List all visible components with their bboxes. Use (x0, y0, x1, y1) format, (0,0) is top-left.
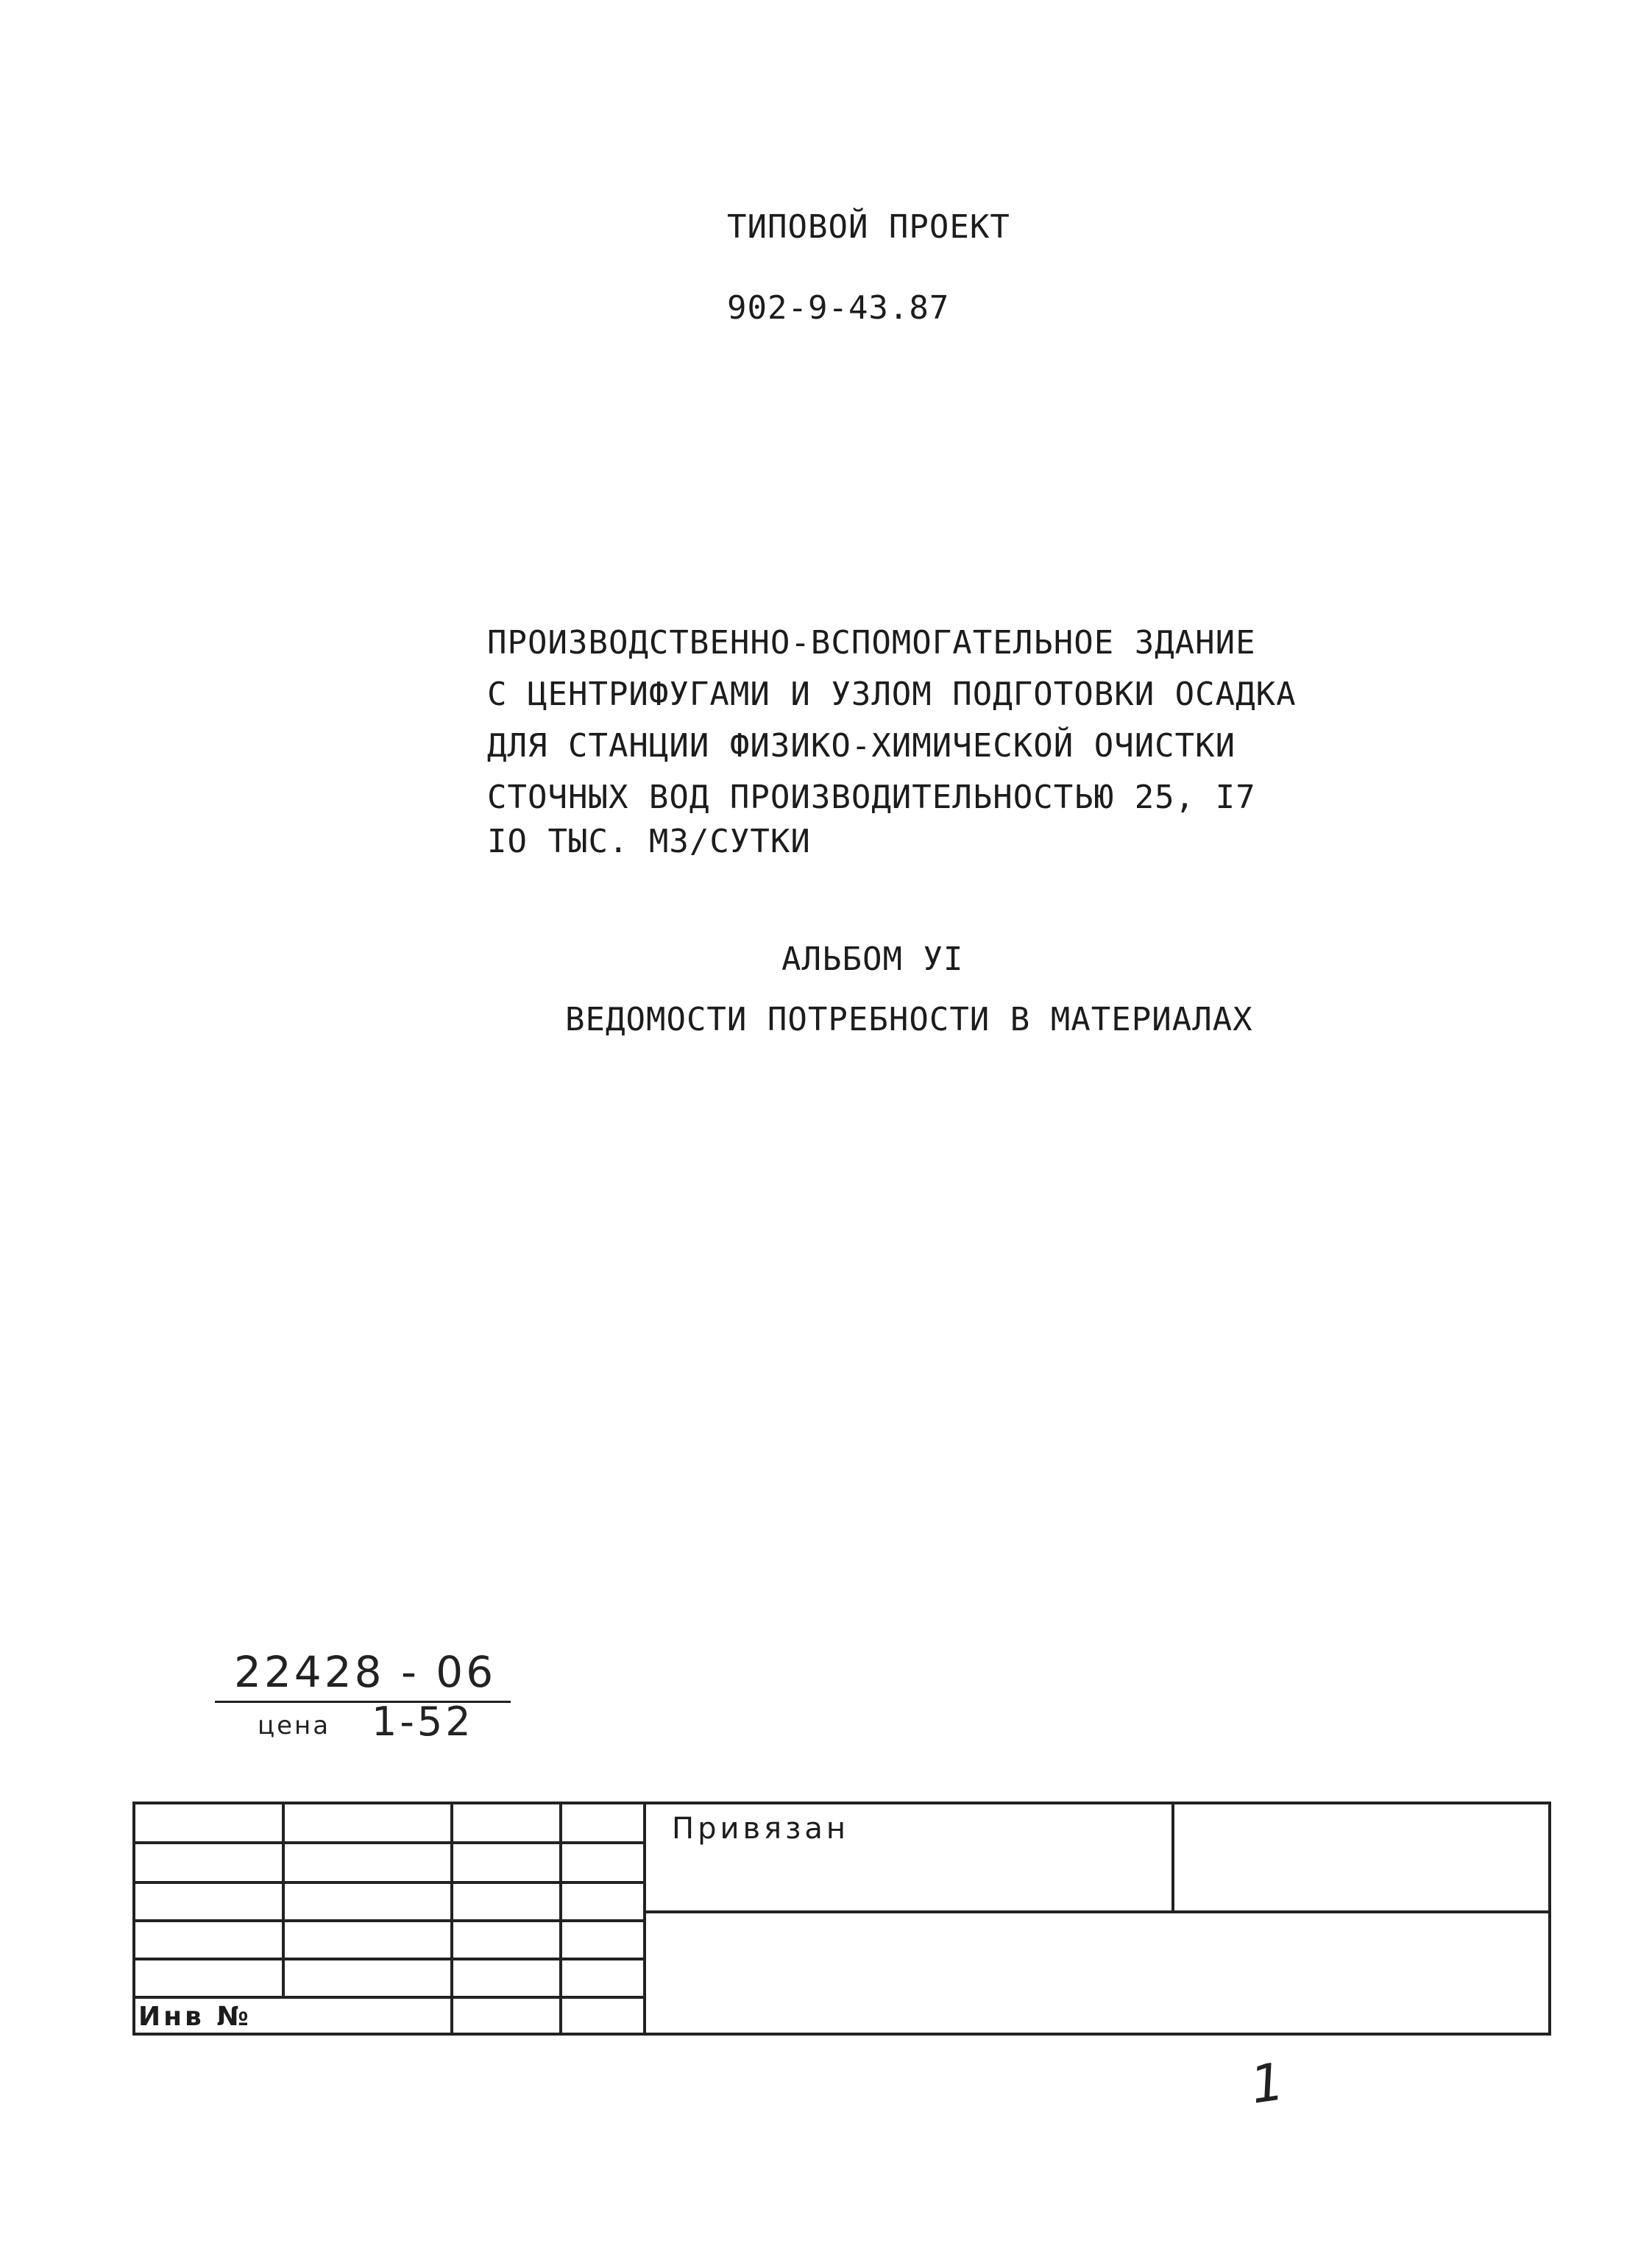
document-type: ТИПОВОЙ ПРОЕКТ (727, 208, 1010, 246)
stamp-code: 22428 - 06 (234, 1647, 497, 1697)
album-label: АЛЬБОМ УI (781, 941, 964, 978)
title-line: СТОЧНЫХ ВОД ПРОИЗВОДИТЕЛЬНОСТЬЮ 25, I7 (487, 779, 1256, 816)
title-line: IO ТЫС. М3/СУТКИ (487, 823, 811, 860)
title-line: ПРОИЗВОДСТВЕННО-ВСПОМОГАТЕЛЬНОЕ ЗДАНИЕ (487, 624, 1256, 662)
album-subject: ВЕДОМОСТИ ПОТРЕБНОСТИ В МАТЕРИАЛАХ (565, 1001, 1253, 1038)
title-line: С ЦЕНТРИФУГАМИ И УЗЛОМ ПОДГОТОВКИ ОСАДКА (487, 676, 1297, 713)
stamp-price-label: цена (258, 1711, 331, 1740)
inventory-number-label: Инв № (138, 2002, 252, 2032)
stamp-price: 1-52 (372, 1698, 474, 1745)
page-number: 1 (1247, 2051, 1289, 2116)
title-line: ДЛЯ СТАНЦИИ ФИЗИКО-ХИМИЧЕСКОЙ ОЧИСТКИ (487, 727, 1236, 765)
document-number: 902-9-43.87 (727, 289, 950, 327)
attached-label: Привязан (672, 1812, 850, 1846)
